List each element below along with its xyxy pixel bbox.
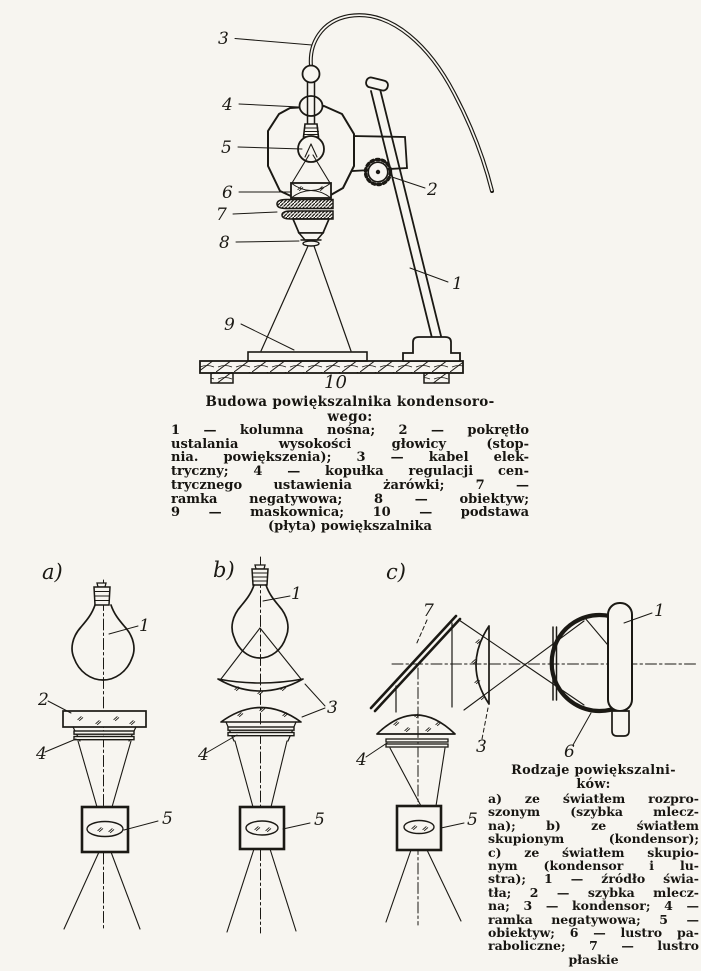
caption-line: szonym (szybka mlecz-	[488, 804, 699, 820]
figure-top-label-9: 9	[224, 315, 235, 335]
panel-a-label-4: 4	[36, 744, 47, 764]
panel-a-label-1: 1	[139, 616, 150, 636]
panel-b-label-5: 5	[314, 810, 325, 830]
panel-b-label: b)	[213, 558, 235, 582]
bulb-socket	[304, 124, 319, 137]
panel-b-label-4: 4	[198, 745, 209, 765]
caption-rodzaje-title-line: Rodzaje powiększalni-	[511, 763, 676, 778]
column-cap-handle	[365, 76, 389, 91]
caption-line: ustalania wysokości głowicy (stop-	[171, 436, 529, 452]
panel-a-label-2: 2	[38, 690, 49, 710]
caption-line: na); b) ze światłem	[488, 817, 699, 833]
objective-box-a	[82, 807, 128, 852]
condenser-lens-c	[472, 626, 489, 704]
caption-line: raboliczne; 7 — lustro	[488, 938, 699, 954]
caption-line: trycznego ustawienia żarówki; 7 —	[171, 477, 529, 493]
caption-line: stra); 1 — źródło świa-	[488, 871, 699, 887]
panel-c-label-5: 5	[467, 810, 478, 830]
figure-enlarger-construction	[0, 0, 701, 394]
caption-budowa	[171, 395, 529, 534]
objective-box-c	[397, 806, 441, 850]
caption-line: skupionym (kondensor);	[488, 831, 699, 847]
negative-frame-c	[386, 739, 448, 747]
panel-a	[35, 560, 173, 930]
milky-glass-a	[63, 711, 146, 727]
condenser-box	[291, 183, 331, 198]
leader-lines-b	[206, 596, 325, 829]
cable-ball-joint	[303, 66, 320, 83]
figure-top-label-6: 6	[222, 183, 233, 203]
caption-line: ramka negatywowa; 8 — obiektyw;	[171, 491, 529, 507]
leader-lines	[233, 39, 448, 351]
figure-top-label-4: 4	[222, 95, 233, 115]
panel-c-label-3: 3	[476, 737, 487, 757]
caption-line: płaskie	[568, 951, 619, 967]
caption-line: 1 — kolumna nośna; 2 — pokrętło	[171, 423, 529, 438]
panel-b-label-1: 1	[291, 584, 302, 604]
height-knob-gear	[366, 160, 391, 185]
figure-top-label-5: 5	[221, 138, 232, 158]
caption-line: 9 — maskownica; 10 — podstawa	[171, 505, 529, 521]
tube-lamp	[608, 603, 632, 736]
objective-box-b	[240, 807, 284, 849]
panel-c-label-1: 1	[654, 601, 665, 621]
masking-frame	[248, 352, 367, 361]
figure-top-label-8: 8	[219, 233, 230, 253]
panel-c-label-7: 7	[423, 601, 434, 621]
caption-budowa-title-line: wego:	[327, 408, 373, 425]
panel-c-label-6: 6	[564, 742, 575, 762]
panel-a-label-5: 5	[162, 809, 173, 829]
figure-top-label-1: 1	[452, 274, 463, 294]
caption-line: obiektyw; 6 — lustro pa-	[488, 925, 699, 941]
caption-line: c) ze światłem skupio-	[488, 844, 699, 860]
panel-c-label-4: 4	[356, 750, 367, 770]
condenser-dome-c	[377, 713, 455, 734]
panel-a-label: a)	[42, 560, 63, 584]
leader-lines-a	[45, 626, 158, 830]
caption-line: nym (kondensor i lu-	[488, 858, 699, 874]
caption-line: a) ze światłem rozpro-	[488, 791, 699, 806]
panel-b	[197, 557, 338, 933]
beam-lines-c	[396, 618, 618, 712]
caption-line: nia. powiększenia); 3 — kabel elek-	[171, 450, 529, 466]
centering-dome	[300, 96, 323, 116]
caption-rodzaje-title-line: ków:	[576, 777, 611, 792]
caption-budowa-title-line: Budowa powiększalnika kondensoro-	[205, 394, 495, 410]
support-column	[371, 89, 441, 338]
caption-line: ramka negatywowa; 5 —	[488, 911, 699, 927]
column-foot	[403, 337, 460, 361]
negative-carrier	[277, 200, 333, 220]
caption-line: tryczny; 4 — kopułka regulacji cen-	[171, 464, 529, 480]
caption-line: tła; 2 — szybka mlecz-	[488, 884, 699, 900]
figure-top-label-3: 3	[218, 29, 229, 49]
panel-c-label: c)	[386, 560, 406, 584]
caption-rodzaje	[488, 764, 699, 966]
panel-b-label-3: 3	[327, 698, 338, 718]
caption-line: (płyta) powiększalnika	[268, 518, 432, 534]
negative-frame-a	[73, 727, 136, 741]
caption-line: na; 3 — kondensor; 4 —	[488, 898, 699, 914]
figure-top-label-10: 10	[324, 372, 347, 393]
objective-assembly	[293, 219, 329, 246]
figure-top-label-2: 2	[427, 180, 438, 200]
projection-rays	[261, 246, 351, 351]
figure-top-label-7: 7	[216, 205, 227, 225]
